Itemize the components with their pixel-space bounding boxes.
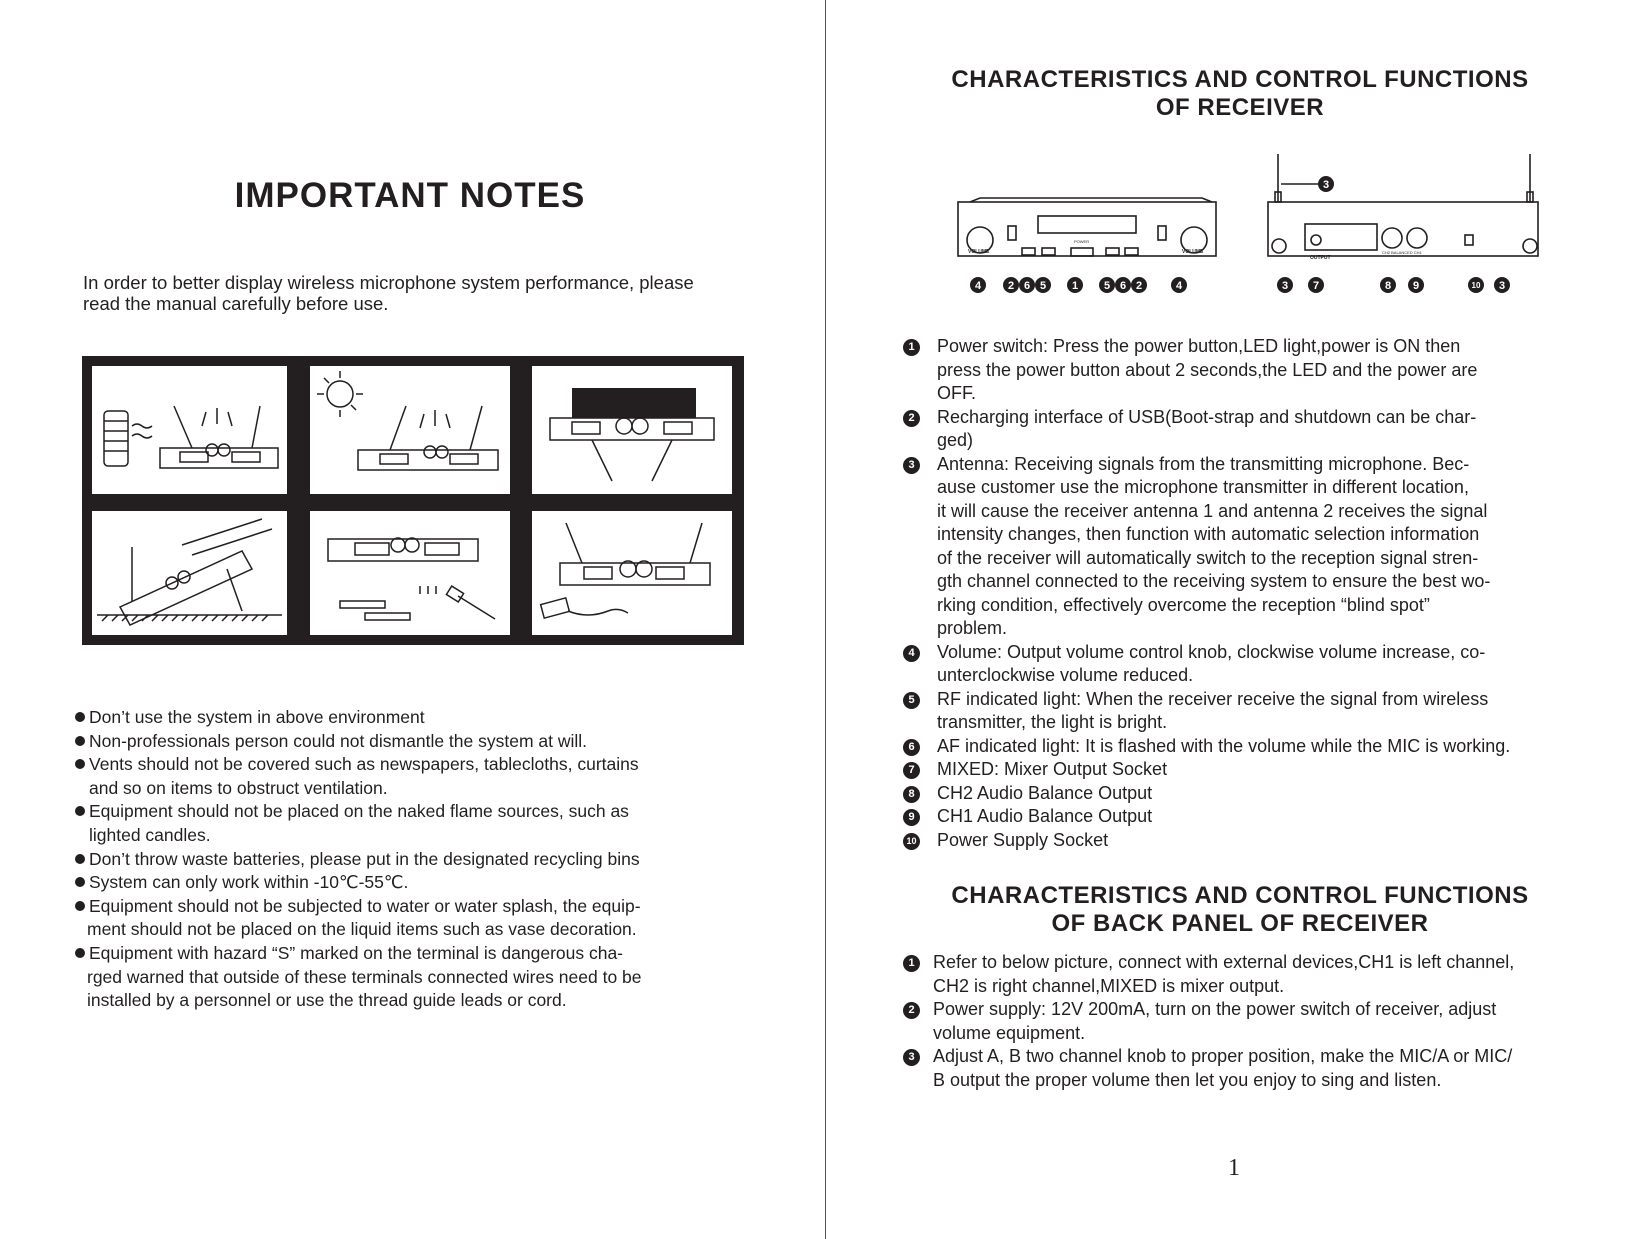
- illustration-tilted: [92, 511, 287, 635]
- front-knob-label: VOLUME: [968, 249, 990, 255]
- bullet-icon: [75, 948, 85, 958]
- function-item: 1 Power switch: Press the power button,LED light,power is ON then press the power button about 2 seconds,the LED and the power are OFF.: [903, 335, 1603, 406]
- function-item: 3 Antenna: Receiving signals from the transmitting microphone. Bec- ause customer use the microphone transmitter in different location, it will cause the receiver antenna 1 and antenna 2 receives the signal intensity changes, then function with automatic selection information of the receiver will automatically switch to the reception signal stren- gth channel connected to the receiving system to ensure the best wo- rking condition, effectively overcome the reception “blind spot” problem.: [903, 453, 1603, 641]
- section-title-receiver: CHARACTERISTICS AND CONTROL FUNCTIONS OF RECEIVER: [951, 66, 1529, 121]
- function-item: 2 Recharging interface of USB(Boot-strap and shutdown can be char- ged): [903, 406, 1603, 453]
- note-continuation: lighted candles.: [89, 824, 211, 845]
- note-item: Equipment should not be placed on the naked flame sources, such as: [75, 800, 775, 824]
- number-badge: 2: [903, 410, 920, 427]
- page-number: 1: [1228, 1155, 1240, 1181]
- intro-text: [83, 272, 783, 314]
- callout: 9: [1412, 280, 1420, 292]
- power-label: POWER: [1074, 239, 1090, 244]
- number-badge: 8: [903, 786, 920, 803]
- function-item: 3 Adjust A, B two channel knob to proper position, make the MIC/A or MIC/ B output the proper volume then let you enjoy to sing and listen.: [903, 1045, 1613, 1092]
- number-badge: 1: [903, 339, 920, 356]
- number-badge: 5: [903, 692, 920, 709]
- function-item: 7 MIXED: Mixer Output Socket: [903, 758, 1603, 782]
- bullet-icon: [75, 806, 85, 816]
- bullet-icon: [75, 712, 85, 722]
- balanced-label: CH2 BALANCED CH1: [1382, 250, 1422, 255]
- intro-line: read the manual carefully before use.: [83, 293, 389, 314]
- bullet-icon: [75, 854, 85, 864]
- function-item: 1 Refer to below picture, connect with external devices,CH1 is left channel, CH2 is right channel,MIXED is mixer output.: [903, 951, 1613, 998]
- function-item: 10 Power Supply Socket: [903, 829, 1603, 853]
- illustration-heater: [92, 366, 287, 494]
- illustration-liquid: [532, 511, 732, 635]
- callout: 8: [1384, 280, 1392, 292]
- back-panel-functions-list: [903, 951, 1613, 1092]
- environment-illustrations: [82, 356, 744, 645]
- note-item: Don’t use the system in above environment: [75, 706, 775, 730]
- illustration-covered: [532, 366, 732, 494]
- callout: 4: [1175, 280, 1183, 292]
- note-item: System can only work within -10℃-55℃.: [75, 871, 775, 895]
- number-badge: 9: [903, 809, 920, 826]
- function-item: 8 CH2 Audio Balance Output: [903, 782, 1603, 806]
- note-item: Vents should not be covered such as newspapers, tablecloths, curtains: [75, 753, 775, 777]
- bullet-icon: [75, 736, 85, 746]
- bullet-icon: [75, 759, 85, 769]
- page-title: IMPORTANT NOTES: [234, 176, 586, 215]
- illustration-sun: [310, 366, 510, 494]
- callout: 5: [1039, 280, 1047, 292]
- section-title-back-panel: CHARACTERISTICS AND CONTROL FUNCTIONS OF BACK PANEL OF RECEIVER: [951, 882, 1529, 937]
- bullet-icon: [75, 877, 85, 887]
- note-item: Non-professionals person could not dismantle the system at will.: [75, 730, 775, 754]
- function-item: 2 Power supply: 12V 200mA, turn on the power switch of receiver, adjust volume equipment.: [903, 998, 1613, 1045]
- number-badge: 1: [903, 955, 920, 972]
- antenna-callout: 3: [1322, 179, 1330, 191]
- number-badge: 4: [903, 645, 920, 662]
- note-continuation: ment should not be placed on the liquid items such as vase decoration.: [87, 919, 637, 940]
- number-badge: 7: [903, 762, 920, 779]
- number-badge: 3: [903, 457, 920, 474]
- callout: 3: [1281, 280, 1289, 292]
- output-label: OUTPUT: [1310, 255, 1331, 261]
- notes-list: [75, 706, 775, 1013]
- callout: 6: [1023, 280, 1031, 292]
- note-item: Equipment with hazard “S” marked on the terminal is dangerous cha-: [75, 942, 775, 966]
- note-continuation: rged warned that outside of these terminals connected wires need to be: [87, 966, 642, 987]
- number-badge: 10: [903, 833, 920, 850]
- number-badge: 2: [903, 1002, 920, 1019]
- callout: 6: [1119, 280, 1127, 292]
- function-item: 5 RF indicated light: When the receiver receive the signal from wireless transmitter, the light is bright.: [903, 688, 1603, 735]
- callout: 10: [1471, 281, 1481, 290]
- receiver-functions-list: [903, 335, 1603, 852]
- function-item: 6 AF indicated light: It is flashed with the volume while the MIC is working.: [903, 735, 1603, 759]
- bullet-icon: [75, 901, 85, 911]
- note-item: Don’t throw waste batteries, please put in the designated recycling bins: [75, 848, 775, 872]
- note-item: Equipment should not be subjected to water or water splash, the equip-: [75, 895, 775, 919]
- function-item: 4 Volume: Output volume control knob, clockwise volume increase, co- unterclockwise volume reduced.: [903, 641, 1603, 688]
- illustration-dismantle: [310, 511, 510, 635]
- note-continuation: installed by a personnel or use the thread guide leads or cord.: [87, 990, 567, 1011]
- number-badge: 6: [903, 739, 920, 756]
- function-item: 9 CH1 Audio Balance Output: [903, 805, 1603, 829]
- intro-line: In order to better display wireless microphone system performance, please: [83, 272, 694, 293]
- callout: 4: [974, 280, 982, 292]
- page-divider: [825, 0, 826, 1239]
- callout: 7: [1312, 280, 1320, 292]
- note-continuation: and so on items to obstruct ventilation.: [89, 777, 388, 798]
- callout: 2: [1007, 280, 1015, 292]
- callout: 5: [1103, 280, 1111, 292]
- callout: 1: [1071, 280, 1079, 292]
- receiver-diagram: [950, 140, 1590, 300]
- front-knob-label: VOLUME: [1182, 249, 1204, 255]
- callout: 3: [1498, 280, 1506, 292]
- number-badge: 3: [903, 1049, 920, 1066]
- callout: 2: [1135, 280, 1143, 292]
